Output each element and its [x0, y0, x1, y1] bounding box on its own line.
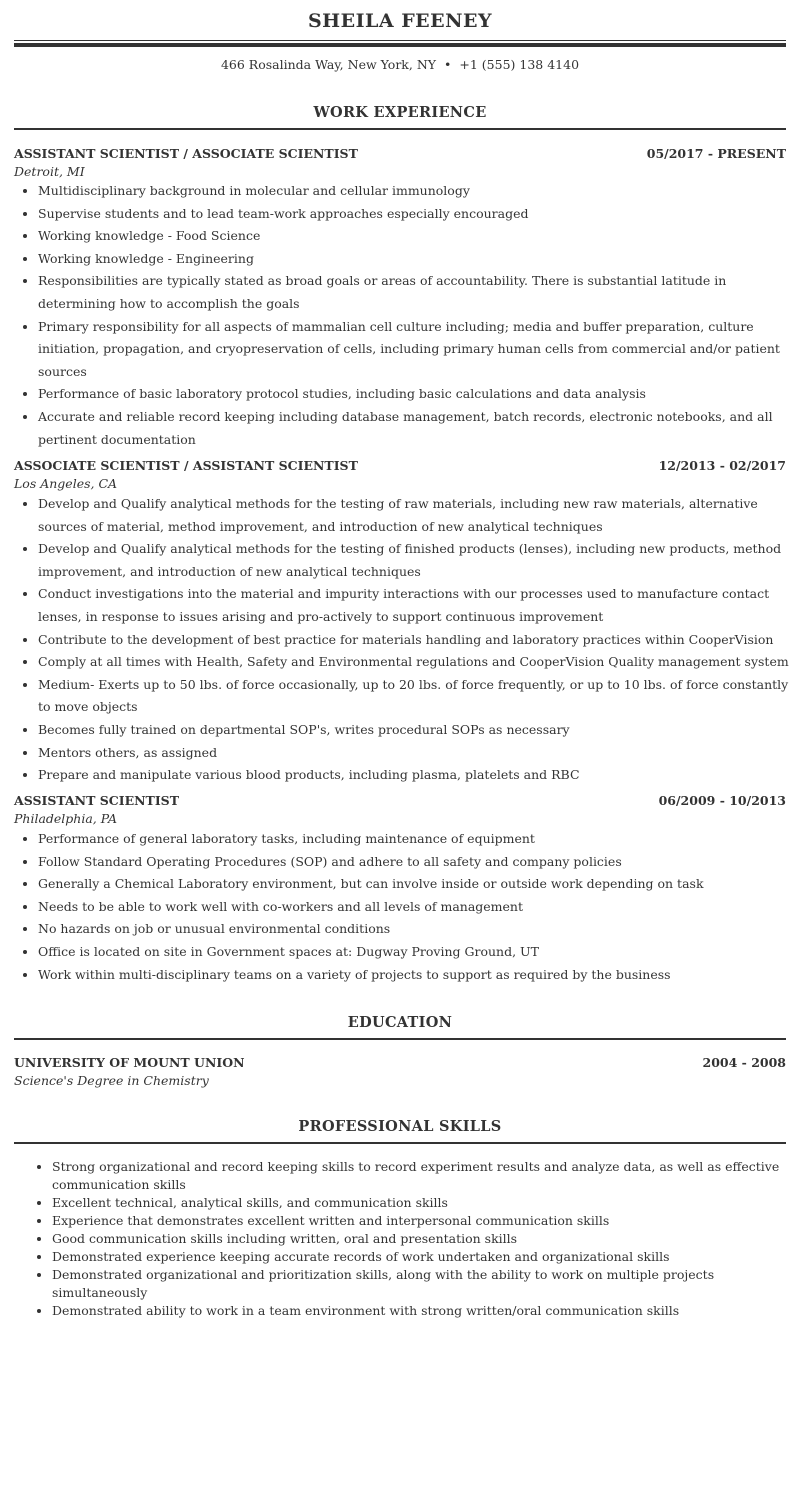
contact-separator: •	[444, 57, 452, 72]
list-item: • Mentors others, as assigned	[38, 742, 800, 765]
list-item: • Work within multi-disciplinary teams on a variety of projects to support as required by the business	[38, 964, 800, 987]
list-item: • Good communication skills including written, oral and presentation skills	[52, 1230, 800, 1248]
job-dates: 05/2017 - PRESENT	[646, 146, 786, 161]
job-location: Philadelphia, PA	[14, 811, 118, 826]
skills-list	[28, 1158, 800, 1320]
list-item: • Prepare and manipulate various blood products, including plasma, platelets and RBC	[38, 764, 800, 787]
job-dates: 12/2013 - 02/2017	[658, 458, 786, 473]
list-item: • Develop and Qualify analytical methods for the testing of finished products (lenses), including new products, method improvement, and introduction of new analytical techniques	[38, 538, 800, 583]
job-title: ASSISTANT SCIENTIST	[14, 793, 180, 808]
candidate-name: SHEILA FEENEY	[307, 10, 493, 32]
list-item: • Performance of basic laboratory protocol studies, including basic calculations and data analysis	[38, 383, 800, 406]
list-item: • Multidisciplinary background in molecular and cellular immunology	[38, 180, 800, 203]
section-rule-education	[14, 1038, 786, 1040]
job-bullets	[14, 493, 800, 787]
job-header	[14, 793, 786, 808]
section-title-skills: PROFESSIONAL SKILLS	[298, 1118, 502, 1135]
list-item: • Primary responsibility for all aspects of mammalian cell culture including; media and buffer preparation, culture initiation, propagation, and cryopreservation of cells, including primary human cells from commercial and/or patient sources	[38, 316, 800, 384]
degree: Science's Degree in Chemistry	[14, 1073, 209, 1088]
list-item: • Working knowledge - Food Science	[38, 225, 800, 248]
education-header	[14, 1055, 786, 1070]
header-rule-thin	[14, 40, 786, 41]
section-rule-work	[14, 128, 786, 130]
list-item: • Performance of general laboratory tasks, including maintenance of equipment	[38, 828, 800, 851]
job-bullets	[14, 828, 800, 986]
list-item: • Develop and Qualify analytical methods for the testing of raw materials, including new raw materials, alternative sources of material, method improvement, and introduction of new analytical techniques	[38, 493, 800, 538]
list-item: • Working knowledge - Engineering	[38, 248, 800, 271]
list-item: • Responsibilities are typically stated as broad goals or areas of accountability. There is substantial latitude in determining how to accomplish the goals	[38, 270, 800, 315]
list-item: • Supervise students and to lead team-work approaches especially encouraged	[38, 203, 800, 226]
list-item: • Strong organizational and record keeping skills to record experiment results and analyze data, as well as effective communication skills	[52, 1158, 800, 1194]
list-item: • Conduct investigations into the material and impurity interactions with our processes used to manufacture contact lenses, in response to issues arising and pro-actively to support continuous improvement	[38, 583, 800, 628]
job-header	[14, 458, 786, 473]
list-item: • Needs to be able to work well with co-workers and all levels of management	[38, 896, 800, 919]
section-rule-skills	[14, 1142, 786, 1144]
education-dates: 2004 - 2008	[702, 1055, 786, 1070]
section-title-education: EDUCATION	[347, 1014, 453, 1031]
list-item: • Experience that demonstrates excellent written and interpersonal communication skills	[52, 1212, 800, 1230]
job-location: Los Angeles, CA	[14, 476, 118, 491]
phone: +1 (555) 138 4140	[459, 57, 580, 72]
list-item: • Becomes fully trained on departmental SOP's, writes procedural SOPs as necessary	[38, 719, 800, 742]
list-item: • Excellent technical, analytical skills, and communication skills	[52, 1194, 800, 1212]
list-item: • Demonstrated experience keeping accurate records of work undertaken and organizational skills	[52, 1248, 800, 1266]
list-item: • Contribute to the development of best practice for materials handling and laboratory practices within CooperVision	[38, 629, 800, 652]
job-title: ASSOCIATE SCIENTIST / ASSISTANT SCIENTIST	[14, 458, 358, 473]
address: 466 Rosalinda Way, New York, NY	[220, 57, 437, 72]
list-item: • No hazards on job or unusual environmental conditions	[38, 918, 800, 941]
list-item: • Medium- Exerts up to 50 lbs. of force occasionally, up to 20 lbs. of force frequently, or up to 10 lbs. of force constantly to move objects	[38, 674, 800, 719]
school-name: UNIVERSITY OF MOUNT UNION	[14, 1055, 245, 1070]
job-title: ASSISTANT SCIENTIST / ASSOCIATE SCIENTIST	[14, 146, 358, 161]
job-location: Detroit, MI	[14, 164, 85, 179]
contact-line	[0, 57, 800, 72]
header-rule-thick	[14, 43, 786, 47]
list-item: • Follow Standard Operating Procedures (SOP) and adhere to all safety and company policies	[38, 851, 800, 874]
job-dates: 06/2009 - 10/2013	[658, 793, 786, 808]
list-item: • Demonstrated ability to work in a team environment with strong written/oral communication skills	[52, 1302, 800, 1320]
list-item: • Generally a Chemical Laboratory environment, but can involve inside or outside work depending on task	[38, 873, 800, 896]
job-header	[14, 146, 786, 161]
list-item: • Demonstrated organizational and prioritization skills, along with the ability to work on multiple projects simultaneously	[52, 1266, 800, 1302]
job-bullets	[14, 180, 800, 451]
list-item: • Comply at all times with Health, Safety and Environmental regulations and CooperVision Quality management system	[38, 651, 800, 674]
list-item: • Accurate and reliable record keeping including database management, batch records, electronic notebooks, and all pertinent documentation	[38, 406, 800, 451]
list-item: • Office is located on site in Government spaces at: Dugway Proving Ground, UT	[38, 941, 800, 964]
section-title-work: WORK EXPERIENCE	[313, 104, 487, 121]
